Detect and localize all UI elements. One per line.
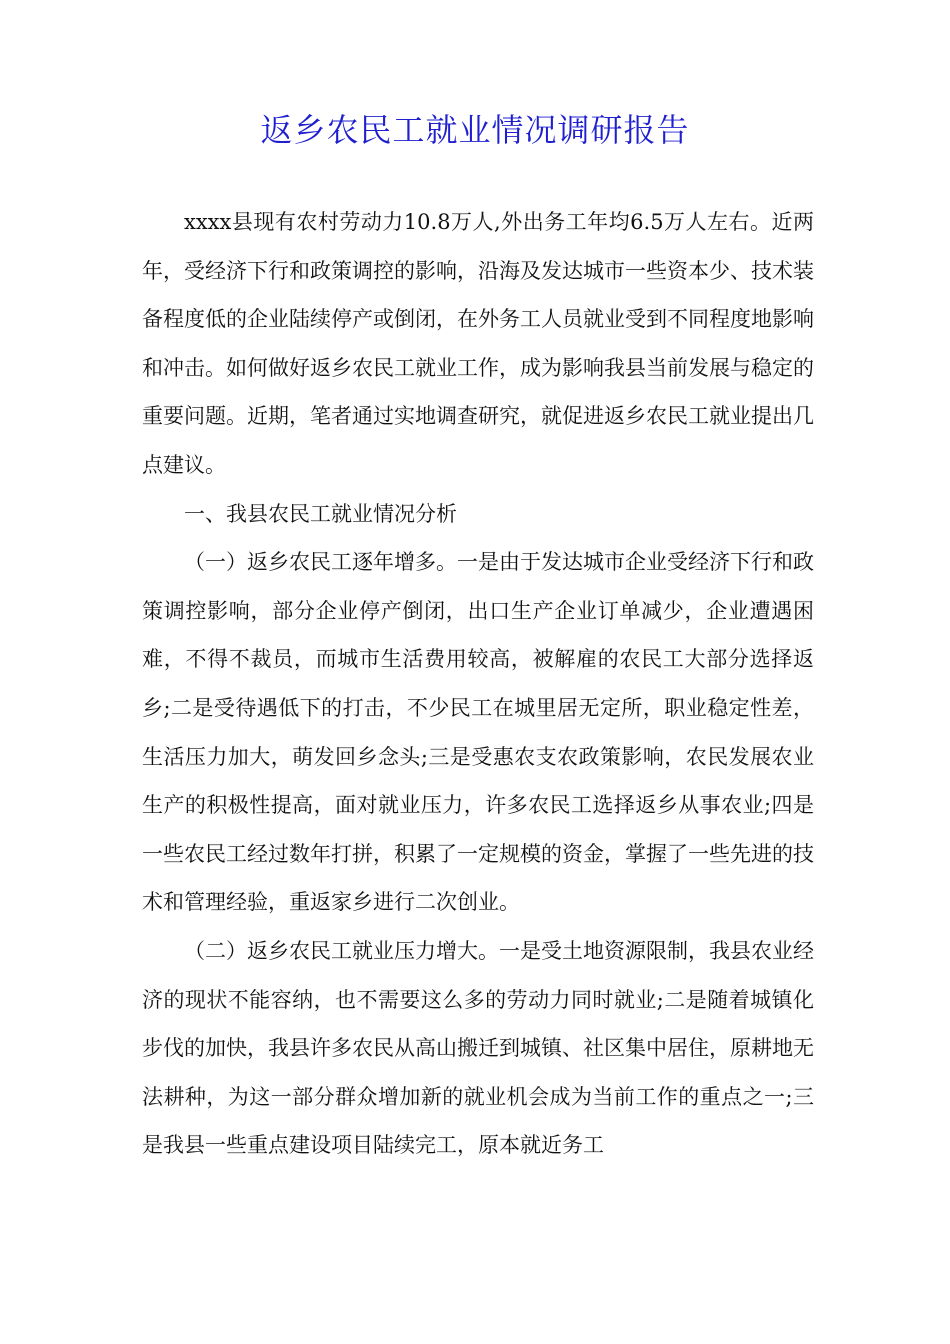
paragraph-section-1-2: （二）返乡农民工就业压力增大。一是受土地资源限制，我县农业经济的现状不能容纳，也不需要这么多的劳动力同时就业;二是随着城镇化步伐的加快，我县许多农民从高山搬迁到城镇、社区集中居住，原耕地无法耕种，为这一部分群众增加新的就业机会成为当前工作的重点之一;三是我县一些重点建设项目陆续完工，原本就近务工 [142, 938, 814, 1158]
paragraph-intro: xxxx县现有农村劳动力10.8万人,外出务工年均6.5万人左右。近两年，受经济下行和政策调控的影响，沿海及发达城市一些资本少、技术装备程度低的企业陆续停产或倒闭，在外务工人员就业受到不同程度地影响和冲击。如何做好返乡农民工就业工作，成为影响我县当前发展与稳定的重要问题。近期，笔者通过实地调查研究，就促进返乡农民工就业提出几点建议。 [142, 210, 814, 477]
document-body [142, 198, 814, 1170]
section-heading-1: 一、我县农民工就业情况分析 [184, 501, 457, 526]
document-title: 返乡农民工就业情况调研报告 [260, 111, 690, 149]
paragraph-section-1-1: （一）返乡农民工逐年增多。一是由于发达城市企业受经济下行和政策调控影响，部分企业停产倒闭，出口生产企业订单减少，企业遭遇困难，不得不裁员，而城市生活费用较高，被解雇的农民工大部分选择返乡;二是受待遇低下的打击，不少民工在城里居无定所，职业稳定性差，生活压力加大，萌发回乡念头;三是受惠农支农政策影响，农民发展农业生产的积极性提高，面对就业压力，许多农民工选择返乡从事农业;四是一些农民工经过数年打拼，积累了一定规模的资金，掌握了一些先进的技术和管理经验，重返家乡进行二次创业。 [142, 550, 814, 915]
